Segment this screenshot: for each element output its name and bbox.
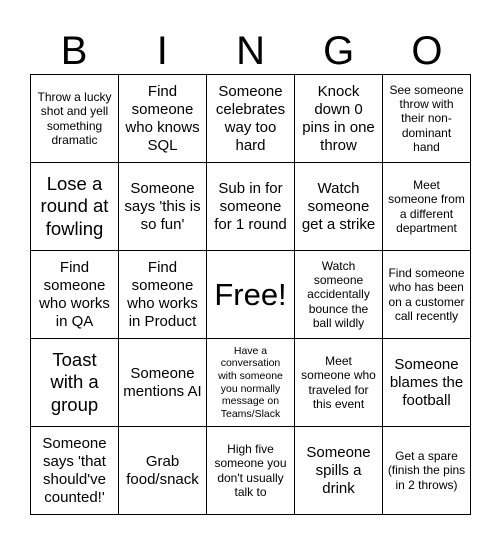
bingo-cell-r5-c3[interactable]: High five someone you don't usually talk to: [207, 427, 295, 515]
bingo-cell-r4-c4[interactable]: Meet someone who traveled for this event: [295, 339, 383, 427]
bingo-cell-r2-c1[interactable]: Lose a round at fowling: [31, 163, 119, 251]
bingo-cell-r5-c2[interactable]: Grab food/snack: [119, 427, 207, 515]
bingo-header: [30, 28, 471, 74]
bingo-cell-r5-c1[interactable]: Someone says 'that should've counted!': [31, 427, 119, 515]
bingo-cell-r1-c4[interactable]: Knock down 0 pins in one throw: [295, 75, 383, 163]
bingo-cell-r4-c2[interactable]: Someone mentions AI: [119, 339, 207, 427]
bingo-cell-r3-c1[interactable]: Find someone who works in QA: [31, 251, 119, 339]
bingo-cell-r1-c1[interactable]: Throw a lucky shot and yell something dramatic: [31, 75, 119, 163]
bingo-cell-r2-c5[interactable]: Meet someone from a different department: [383, 163, 471, 251]
header-letter-o: O: [411, 29, 443, 73]
header-letter-g: G: [323, 29, 355, 73]
bingo-cell-r4-c1[interactable]: Toast with a group: [31, 339, 119, 427]
bingo-cell-r2-c4[interactable]: Watch someone get a strike: [295, 163, 383, 251]
bingo-cell-r1-c3[interactable]: Someone celebrates way too hard: [207, 75, 295, 163]
bingo-cell-r4-c3[interactable]: Have a conversation with someone you normally message on Teams/Slack: [207, 339, 295, 427]
bingo-cell-r5-c5[interactable]: Get a spare (finish the pins in 2 throws): [383, 427, 471, 515]
header-letter-i: I: [156, 29, 168, 73]
bingo-cell-r3-c5[interactable]: Find someone who has been on a customer call recently: [383, 251, 471, 339]
bingo-grid: [30, 74, 471, 515]
header-letter-n: N: [236, 29, 265, 73]
bingo-cell-r1-c2[interactable]: Find someone who knows SQL: [119, 75, 207, 163]
bingo-free-space[interactable]: Free!: [207, 251, 295, 339]
bingo-cell-r2-c3[interactable]: Sub in for someone for 1 round: [207, 163, 295, 251]
bingo-cell-r2-c2[interactable]: Someone says 'this is so fun': [119, 163, 207, 251]
bingo-cell-r3-c2[interactable]: Find someone who works in Product: [119, 251, 207, 339]
bingo-cell-r3-c4[interactable]: Watch someone accidentally bounce the ball wildly: [295, 251, 383, 339]
bingo-cell-r1-c5[interactable]: See someone throw with their non-dominant hand: [383, 75, 471, 163]
bingo-cell-r5-c4[interactable]: Someone spills a drink: [295, 427, 383, 515]
bingo-cell-r4-c5[interactable]: Someone blames the football: [383, 339, 471, 427]
header-letter-b: B: [60, 29, 88, 73]
